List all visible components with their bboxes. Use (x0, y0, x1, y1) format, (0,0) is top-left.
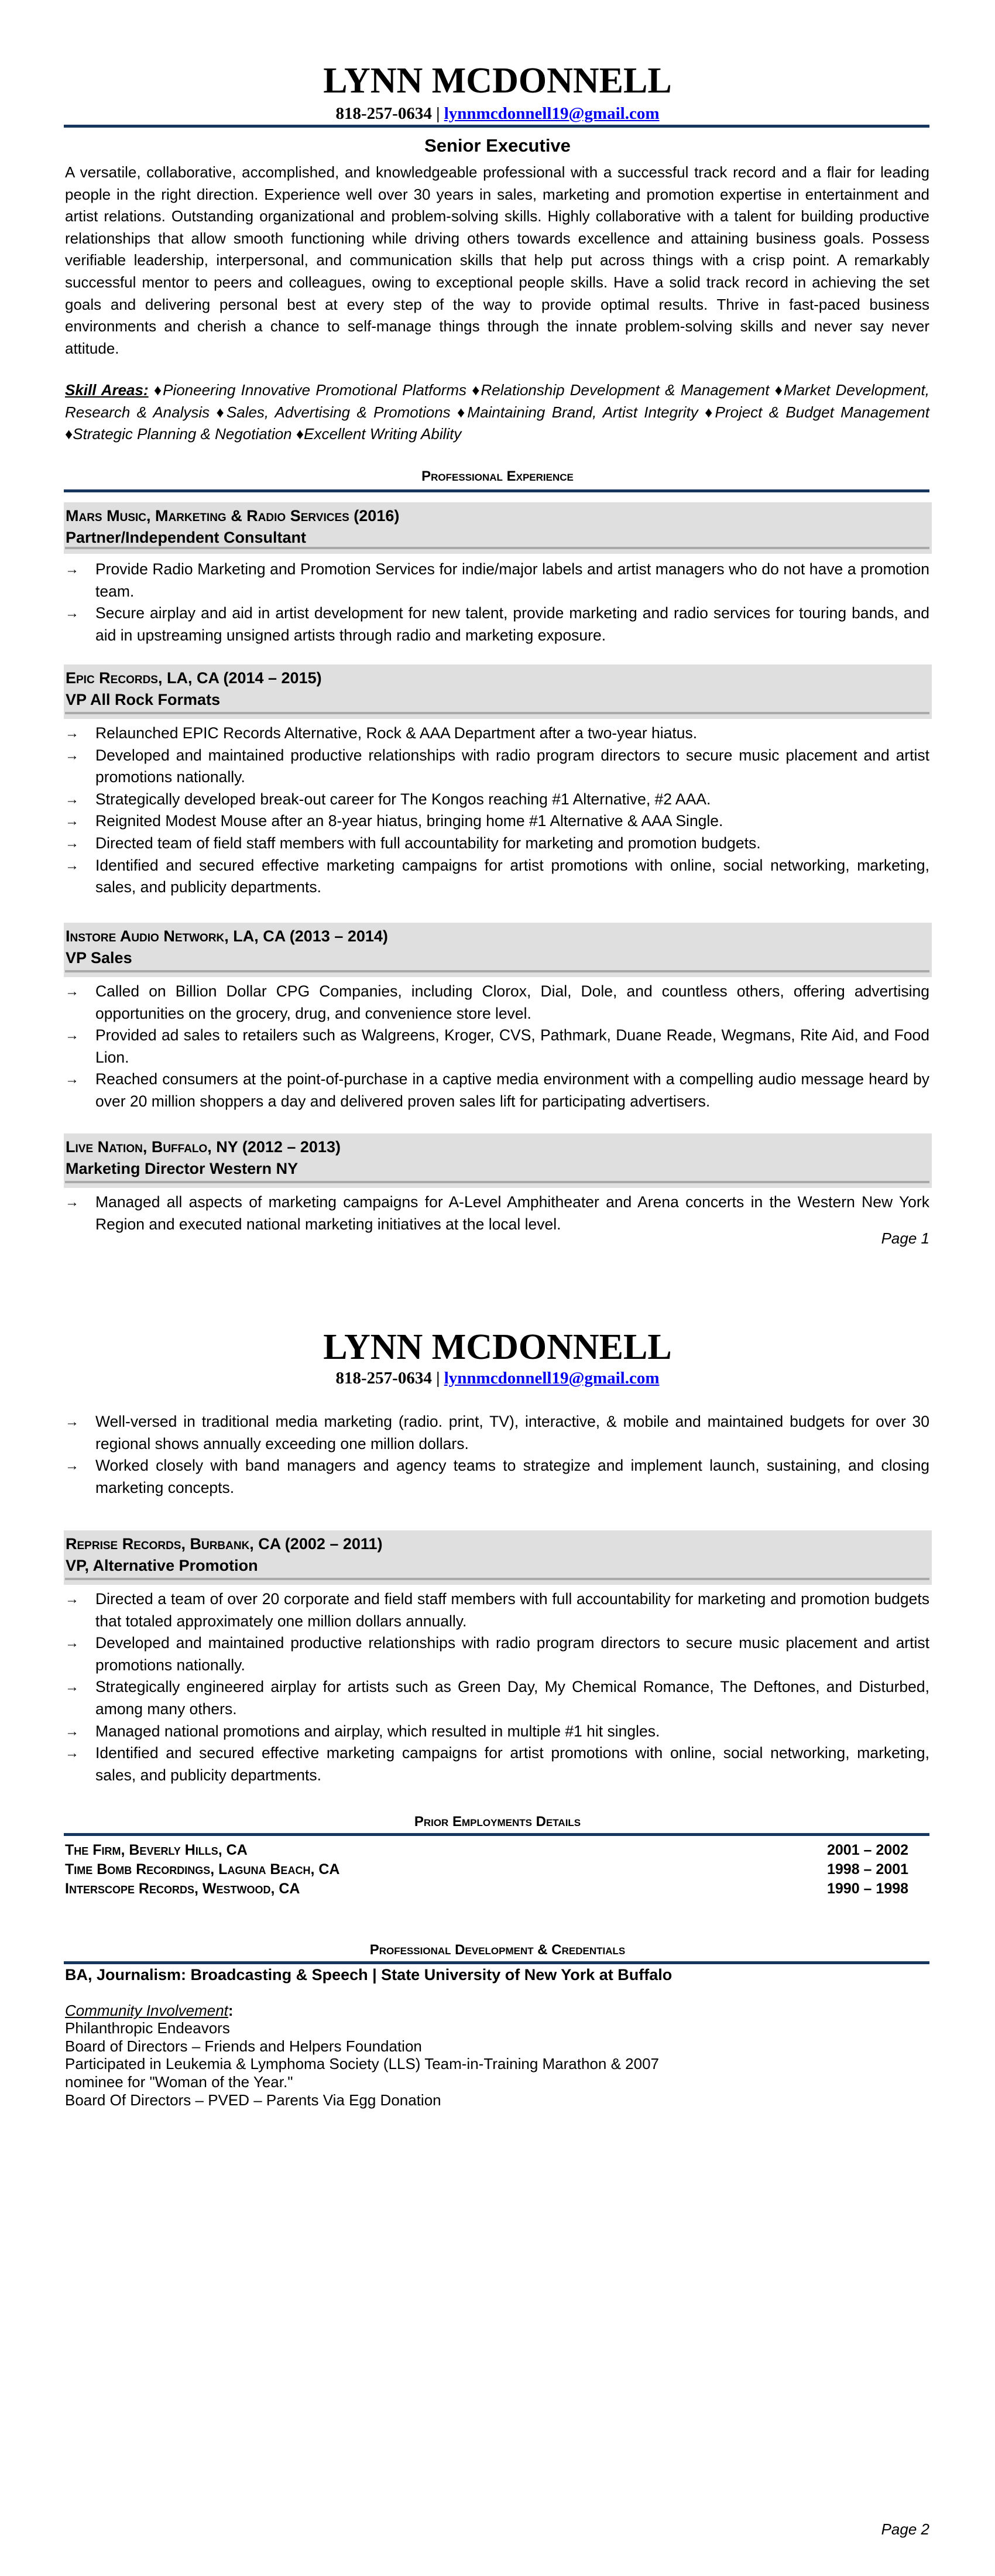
arrow-right-icon: → (65, 1723, 79, 1739)
skill-item: ♦Sales, Advertising & Promotions (216, 403, 451, 421)
skill-areas-label: Skill Areas: (65, 381, 149, 399)
skill-item: ♦Excellent Writing Ability (296, 425, 462, 443)
job-divider (65, 1181, 929, 1183)
degree: BA, Journalism: Broadcasting & Speech | State University of New York at Buffalo (65, 1966, 673, 1984)
bullet-item: → Well-versed in traditional media marketing (radio. print, TV), interactive, & mobile and maintained budgets for over 30 regional shows annually exceeding one million dollars. (65, 1411, 929, 1455)
prior-employment-row (65, 1841, 929, 1860)
job-divider (65, 712, 929, 714)
skill-item: ♦Maintaining Brand, Artist Integrity (457, 403, 698, 421)
arrow-right-icon: → (65, 835, 79, 851)
resume-name: LYNN MCDONNELL (323, 1327, 672, 1367)
arrow-right-icon: → (65, 791, 79, 807)
prior-employment-row (65, 1879, 929, 1899)
job-header (64, 664, 932, 719)
phone-number: 818-257-0634 (335, 104, 432, 123)
arrow-right-icon: → (65, 1458, 79, 1474)
contact-line (0, 104, 995, 123)
prior-dates: 2001 – 2002 (827, 1842, 909, 1858)
phone-number: 818-257-0634 (335, 1369, 432, 1388)
bullet-item: → Identified and secured effective marketing campaigns for artist promotions with online, social networking, marketing, sales, and publicity departments. (65, 1742, 929, 1786)
email-link[interactable]: lynnmcdonnell19@gmail.com (444, 1369, 660, 1388)
bullet-item: → Worked closely with band managers and agency teams to strategize and implement launch, sustaining, and closing marketing concepts. (65, 1455, 929, 1499)
prior-dates: 1990 – 1998 (827, 1880, 909, 1897)
bullet-item: → Reached consumers at the point-of-purchase in a captive media environment with a compelling audio message heard by over 20 million shoppers a day and delivered proven sales lift for participating advertisers. (65, 1068, 929, 1112)
arrow-right-icon: → (65, 984, 79, 999)
bullet-item: → Identified and secured effective marketing campaigns for artist promotions with online, social networking, marketing, sales, and publicity departments. (65, 855, 929, 899)
arrow-right-icon: → (65, 605, 79, 622)
job-divider (65, 1578, 929, 1580)
bullet-item: → Secure airplay and aid in artist development for new talent, provide marketing and radio services for touring bands, and aid in upstreaming unsigned artists through radio and marketing exposure. (65, 602, 929, 646)
bullet-item: → Developed and maintained productive relationships with radio program directors to secure music placement and artist promotions nationally. (65, 745, 929, 789)
job-bullets (65, 981, 929, 1113)
job-role: VP Sales (66, 949, 132, 967)
arrow-right-icon: → (65, 725, 79, 741)
community-item: Board Of Directors – PVED – Parents Via Egg Donation (65, 2091, 441, 2109)
community-heading: Community Involvement: (65, 2001, 234, 2019)
arrow-right-icon: → (65, 1414, 79, 1430)
job-company: Instore Audio Network, LA, CA (2013 – 2014) (66, 927, 388, 945)
section-heading-credentials: Professional Development & Credentials (369, 1942, 626, 1958)
page-number: Page 1 (881, 1229, 929, 1247)
prior-employment-row (65, 1860, 929, 1879)
credentials-block (65, 1966, 929, 2109)
bullet-item: → Developed and maintained productive relationships with radio program directors to secure music placement and artist promotions nationally. (65, 1632, 929, 1676)
contact-separator: | (436, 1369, 440, 1388)
job-bullets (65, 1588, 929, 1786)
job-company: Reprise Records, Burbank, CA (2002 – 2011) (66, 1535, 383, 1553)
bullet-item: → Managed all aspects of marketing campaigns for A-Level Amphitheater and Arena concerts in the Western New York Region and executed national marketing initiatives at the local level. (65, 1191, 929, 1235)
job-divider (65, 547, 929, 549)
prior-company: Interscope Records, Westwood, CA (65, 1880, 300, 1897)
job-bullets-continued (65, 1411, 929, 1499)
bullet-item: → Called on Billion Dollar CPG Companies, including Clorox, Dial, Dole, and countless others, offering advertising opportunities on the grocery, drug, and convenience store level. (65, 981, 929, 1025)
job-role: VP All Rock Formats (66, 691, 221, 708)
bullet-item: → Relaunched EPIC Records Alternative, Rock & AAA Department after a two-year hiatus. (65, 722, 929, 745)
skill-areas (65, 379, 929, 446)
section-heading-prior: Prior Employments Details (414, 1814, 581, 1830)
bullet-item: → Directed a team of over 20 corporate and field staff members with full accountability for marketing and promotion budgets that totaled approximately one million dollars annually. (65, 1588, 929, 1632)
arrow-right-icon: → (65, 1071, 79, 1088)
job-header (64, 1133, 932, 1188)
skill-item: ♦Project & Budget Management (705, 403, 929, 421)
community-item: Board of Directors – Friends and Helpers Foundation (65, 2037, 422, 2055)
job-header (64, 923, 932, 977)
contact-separator: | (436, 104, 440, 123)
bullet-item: → Strategically engineered airplay for artists such as Green Day, My Chemical Romance, The Deftones, and Disturbed, among many others. (65, 1676, 929, 1720)
job-role: Marketing Director Western NY (66, 1160, 298, 1177)
section-heading-experience: Professional Experience (421, 468, 574, 484)
job-header (64, 1530, 932, 1585)
job-company: Mars Music, Marketing & Radio Services (2016) (66, 507, 400, 525)
section-rule (64, 1961, 929, 1964)
job-role: VP, Alternative Promotion (66, 1557, 258, 1574)
job-bullets (65, 559, 929, 646)
community-item: Participated in Leukemia & Lymphoma Society (LLS) Team-in-Training Marathon & 2007 (65, 2055, 659, 2073)
bullet-item: → Reignited Modest Mouse after an 8-year hiatus, bringing home #1 Alternative & AAA Single. (65, 810, 929, 833)
skill-item: ♦Relationship Development & Management (472, 381, 770, 399)
prior-company: The Firm, Beverly Hills, CA (65, 1842, 248, 1858)
arrow-right-icon: → (65, 747, 79, 763)
bullet-item: → Provide Radio Marketing and Promotion Services for indie/major labels and artist managers who do not have a promotion team. (65, 559, 929, 602)
resume-name: LYNN MCDONNELL (323, 61, 672, 101)
arrow-right-icon: → (65, 561, 79, 577)
bullet-item: → Managed national promotions and airplay, which resulted in multiple #1 hit singles. (65, 1721, 929, 1743)
bullet-item: → Directed team of field staff members with full accountability for marketing and promotion budgets. (65, 833, 929, 855)
community-item: nominee for "Woman of the Year." (65, 2073, 293, 2091)
section-rule (64, 489, 929, 492)
arrow-right-icon: → (65, 1027, 79, 1044)
header-rule (64, 125, 929, 128)
contact-line (0, 1369, 995, 1388)
arrow-right-icon: → (65, 1745, 79, 1762)
email-link[interactable]: lynnmcdonnell19@gmail.com (444, 104, 660, 123)
skill-item: ♦Pioneering Innovative Promotional Platforms (153, 381, 467, 399)
arrow-right-icon: → (65, 1591, 79, 1607)
job-company: Epic Records, LA, CA (2014 – 2015) (66, 669, 322, 687)
arrow-right-icon: → (65, 813, 79, 830)
job-header (64, 502, 932, 554)
community-item: Philanthropic Endeavors (65, 2019, 230, 2037)
prior-company: Time Bomb Recordings, Laguna Beach, CA (65, 1861, 340, 1878)
bullet-item: → Provided ad sales to retailers such as Walgreens, Kroger, CVS, Pathmark, Duane Reade, Wegmans, Rite Aid, and Food Lion. (65, 1025, 929, 1068)
page-number: Page 2 (881, 2520, 929, 2538)
job-role: Partner/Independent Consultant (66, 529, 307, 546)
arrow-right-icon: → (65, 1194, 79, 1210)
section-rule (64, 1833, 929, 1836)
headline: Senior Executive (424, 135, 571, 156)
arrow-right-icon: → (65, 857, 79, 873)
skill-item: ♦Strategic Planning & Negotiation (65, 425, 292, 443)
job-bullets (65, 1191, 929, 1235)
job-company: Live Nation, Buffalo, NY (2012 – 2013) (66, 1138, 341, 1156)
job-bullets (65, 722, 929, 899)
prior-employments-list (65, 1841, 929, 1899)
skill-item: ♦Market Development, Research & Analysis (65, 381, 929, 421)
arrow-right-icon: → (65, 1679, 79, 1695)
job-divider (65, 970, 929, 972)
bullet-item: → Strategically developed break-out career for The Kongos reaching #1 Alternative, #2 AAA. (65, 789, 929, 811)
arrow-right-icon: → (65, 1635, 79, 1652)
summary-paragraph: A versatile, collaborative, accomplished, and knowledgeable professional with a successful track record and a flair for leading people in the right direction. Experience well over 30 years in sales, marketing and promotion expertise in entertainment and artist relations. Outstanding organizational and problem-solving skills. Highly collaborative with a talent for building productive relationships that allow smooth functioning while driving others towards excellence and attaining business goals. Possess verifiable leadership, interpersonal, and communication skills that help put across things with a crisp point. A remarkably successful mentor to peers and colleagues, owing to exceptional people skills. Have a solid track record in achieving the set goals and delivering personal best at every step of the way to provide optimal results. Thrive in fast-paced business environments and cherish a chance to self-manage things through the innate problem-solving skills and never say never attitude. (65, 163, 929, 357)
prior-dates: 1998 – 2001 (827, 1861, 909, 1878)
